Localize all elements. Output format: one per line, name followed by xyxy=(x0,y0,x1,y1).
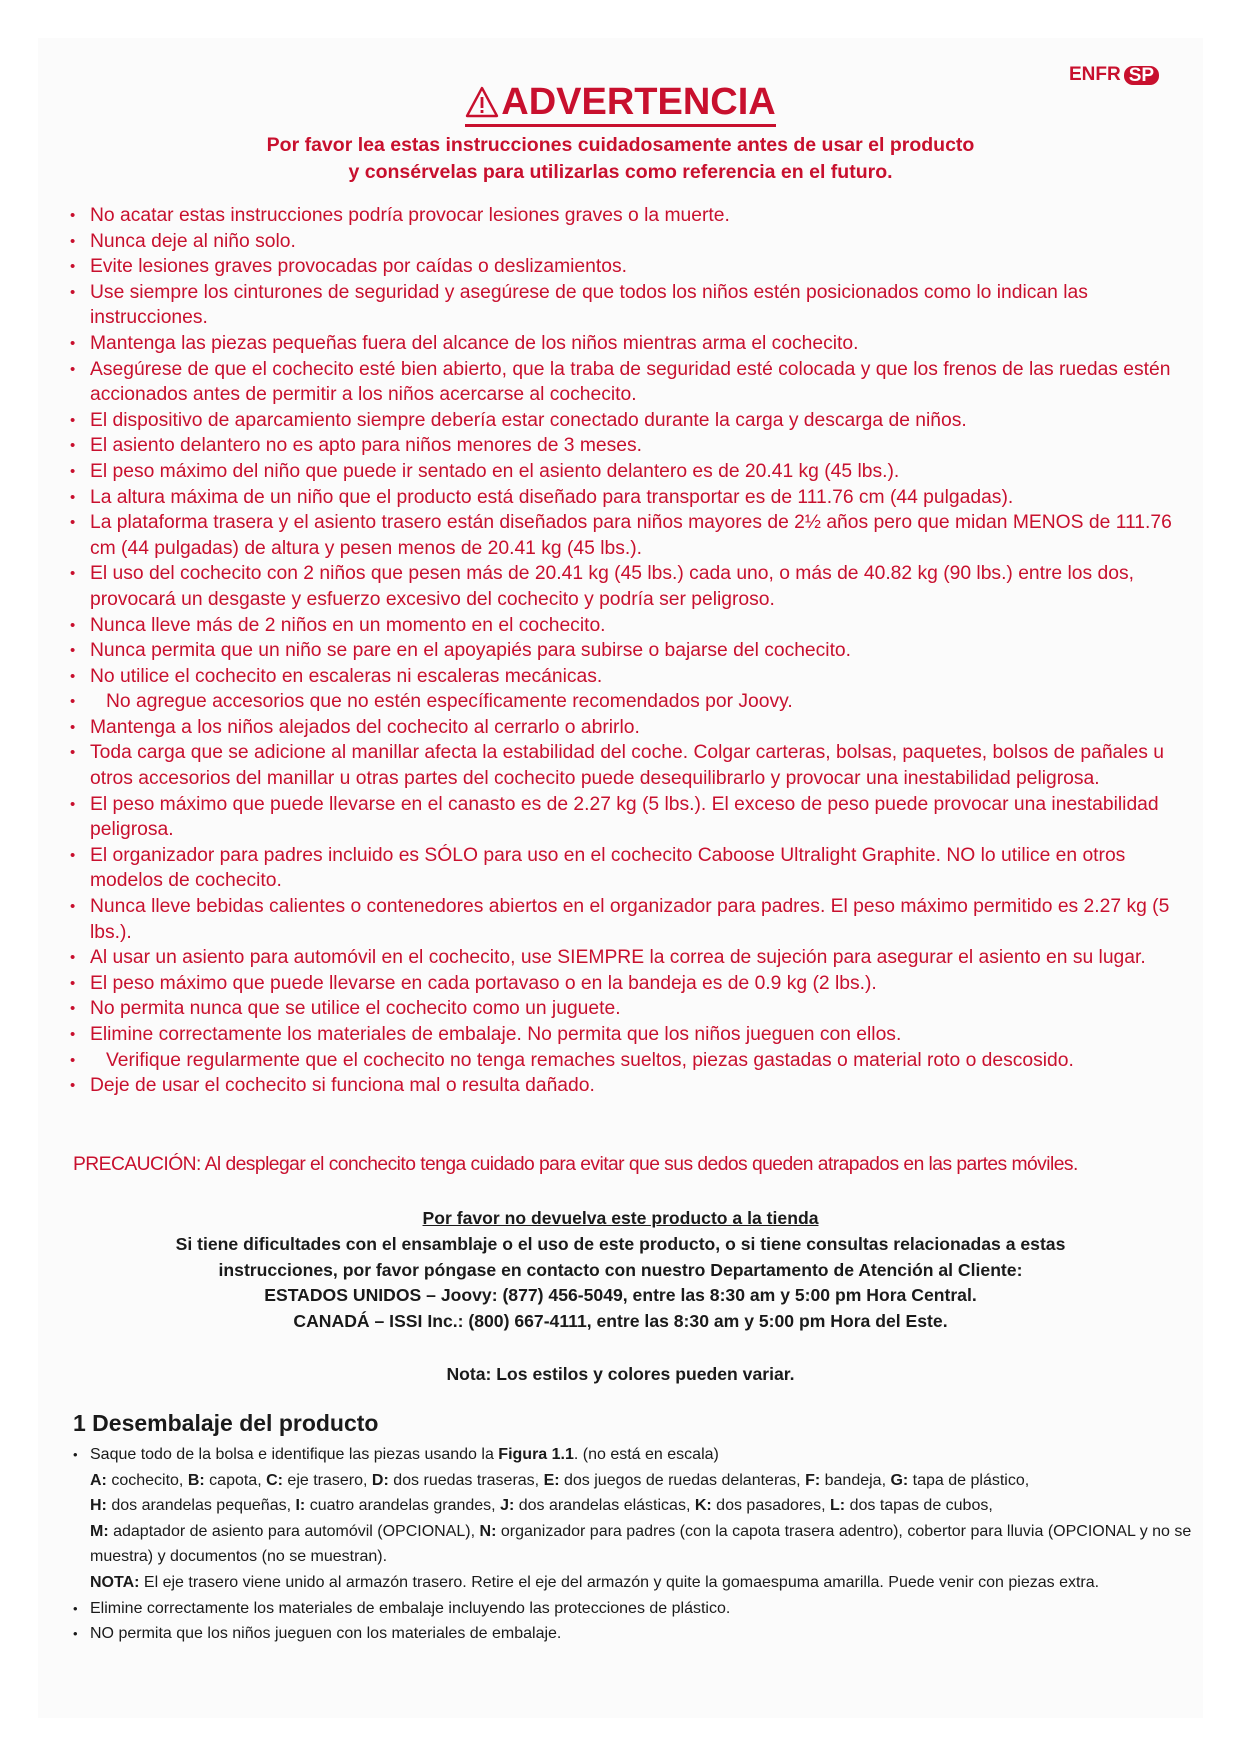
warning-item-text: El asiento delantero no es apto para niños menores de 3 meses. xyxy=(90,435,643,457)
part-desc: dos ruedas traseras, xyxy=(388,1471,544,1489)
warning-item-text: Toda carga que se adicione al manillar afecta la estabilidad del coche. Colgar carteras, bolsas, paquetes, bolsos de pañales u otros accesorios del manillar u otras partes del cochecito puede desequilibrarlo y provocar una inestabilidad peligrosa. xyxy=(90,742,1164,790)
warning-item xyxy=(68,561,1190,612)
warning-item xyxy=(68,1073,1190,1099)
bullet-icon: • xyxy=(70,258,76,276)
bullet-icon: • xyxy=(70,437,76,455)
intro-figure: Figura 1.1 xyxy=(498,1446,574,1463)
part-key: J: xyxy=(500,1497,515,1515)
bullet-icon: • xyxy=(70,232,76,250)
warnings-list xyxy=(68,203,1190,1099)
bullet-icon: • xyxy=(70,514,76,532)
warning-item-text: El peso máximo del niño que puede ir sentado en el asiento delantero es de 20.41 kg (45 lbs.). xyxy=(90,460,900,482)
contact-line3: ESTADOS UNIDOS – Joovy: (877) 456-5049, entre las 8:30 am y 5:00 pm Hora Central. xyxy=(264,1285,977,1306)
warning-item-text: Nunca permita que un niño se pare en el apoyapiés para subirse o bajarse del cochecito. xyxy=(90,640,852,662)
bullet-icon: • xyxy=(70,693,76,711)
bullet-icon: • xyxy=(70,795,76,813)
bullet-icon: • xyxy=(73,1447,78,1462)
warning-item-text: La plataforma trasera y el asiento trasero están diseñados para niños mayores de 2½ años pero que midan MENOS de 111.76 cm (44 pulgadas) de altura y pesen menos de 20.41 kg (45 lbs.). xyxy=(90,512,1172,559)
warning-item-text: No permita nunca que se utilice el cochecito como un juguete. xyxy=(90,998,621,1020)
bullet-icon: • xyxy=(70,898,76,916)
warning-title-underline xyxy=(465,81,775,127)
warning-item xyxy=(68,485,1190,511)
bullet-icon: • xyxy=(70,718,76,736)
parts-list xyxy=(73,1468,1193,1570)
warning-item xyxy=(68,613,1190,639)
warning-item-text: Mantenga las piezas pequeñas fuera del alcance de los niños mientras arma el cochecito. xyxy=(90,332,859,354)
part-desc: cochecito, xyxy=(106,1471,188,1489)
warning-item xyxy=(68,254,1190,280)
contact-line4: CANADÁ – ISSI Inc.: (800) 667-4111, entre las 8:30 am y 5:00 pm Hora del Este. xyxy=(293,1311,948,1332)
part-key: D: xyxy=(371,1471,389,1489)
warning-item xyxy=(68,689,1190,715)
part-desc: cuatro arandelas grandes, xyxy=(305,1497,501,1515)
warning-item xyxy=(68,664,1190,690)
intro-pre: Saque todo de la bolsa e identifique las piezas usando la xyxy=(90,1446,499,1463)
warning-item-text: Nunca lleve bebidas calientes o contenedores abiertos en el organizador para padres. El peso máximo permitido es 2.27 kg (5 lbs.). xyxy=(90,896,1170,943)
caution-text: PRECAUCIÓN: Al desplegar el conchecito tenga cuidado para evitar que sus dedos queden atrapados en las partes móviles. xyxy=(73,1154,1078,1175)
contact-line2: instrucciones, por favor póngase en contacto con nuestro Departamento de Atención al Cliente: xyxy=(218,1259,1023,1280)
part-desc: dos arandelas elásticas, xyxy=(514,1497,695,1515)
part-key: N: xyxy=(479,1522,497,1540)
bullet-icon: • xyxy=(70,667,76,685)
bullet-icon: • xyxy=(70,360,76,378)
warning-triangle-icon xyxy=(465,86,499,118)
warning-item xyxy=(68,843,1190,894)
warning-item xyxy=(68,229,1190,255)
part-desc: dos juegos de ruedas delanteras, xyxy=(559,1471,806,1489)
warning-item xyxy=(68,280,1190,331)
lang-fr: FR xyxy=(1095,64,1121,85)
part-desc: organizador para padres (con la capota trasera adentro), cobertor para lluvia (OPCIONAL y no se muestra) y documentos (no se muestran). xyxy=(90,1522,1192,1566)
part-key: H: xyxy=(90,1497,107,1515)
bullet-icon: • xyxy=(70,334,76,352)
part-key: K: xyxy=(694,1497,712,1515)
warning-item-text: La altura máxima de un niño que el producto está diseñado para transportar es de 111.76 cm (44 pulgadas). xyxy=(90,486,1014,508)
bullet-icon: • xyxy=(70,462,76,480)
warning-item-text: Deje de usar el cochecito si funciona mal o resulta dañado. xyxy=(90,1075,595,1097)
warning-item xyxy=(68,945,1190,971)
warning-item xyxy=(68,408,1190,434)
unpack-item-2 xyxy=(73,1621,1193,1647)
warning-item-text: El peso máximo que puede llevarse en el canasto es de 2.27 kg (5 lbs.). El exceso de peso puede provocar una inestabilidad peligrosa. xyxy=(90,793,1159,841)
unpack-list xyxy=(73,1442,1193,1647)
warning-item xyxy=(68,1022,1190,1048)
bullet-icon: • xyxy=(70,1026,76,1043)
warning-item-text: Mantenga a los niños alejados del cochecito al cerrarlo o abrirlo. xyxy=(90,716,640,738)
part-desc: eje trasero, xyxy=(282,1471,372,1489)
part-key: C: xyxy=(266,1471,283,1489)
lang-en: EN xyxy=(1069,64,1096,85)
bullet-icon: • xyxy=(70,411,76,429)
warning-subtitle-line2: y consérvelas para utilizarlas como referencia en el futuro. xyxy=(348,161,893,183)
warning-item-text: No utilice el cochecito en escaleras ni escaleras mecánicas. xyxy=(90,665,603,687)
warning-title xyxy=(0,80,1241,124)
note-text: Nota: Los estilos y colores pueden variar. xyxy=(446,1364,795,1384)
warning-item-text: Nunca lleve más de 2 niños en un momento en el cochecito. xyxy=(90,614,606,636)
part-key: M: xyxy=(90,1522,109,1540)
warning-item xyxy=(68,203,1190,229)
section-title: 1 Desembalaje del producto xyxy=(73,1410,379,1436)
part-desc: dos arandelas pequeñas, xyxy=(106,1497,296,1515)
unpack-item-text: NO permita que los niños jueguen con los materiales de embalaje. xyxy=(90,1625,562,1643)
nota-text: El eje trasero viene unido al armazón trasero. Retire el eje del armazón y quite la gomaespuma amarilla. Puede venir con piezas extra. xyxy=(139,1573,1100,1591)
warning-item xyxy=(68,715,1190,741)
bullet-icon: • xyxy=(70,744,76,762)
bullet-icon: • xyxy=(70,565,76,583)
part-key: F: xyxy=(805,1471,821,1489)
part-desc: dos tapas de cubos, xyxy=(845,1497,993,1515)
bullet-icon: • xyxy=(70,616,76,634)
warning-item-text: Use siempre los cinturones de seguridad y asegúrese de que todos los niños estén posicionados como lo indican las instrucciones. xyxy=(90,281,1088,329)
warning-item-text: Evite lesiones graves provocadas por caídas o deslizamientos. xyxy=(90,256,627,278)
warning-item-text: El peso máximo que puede llevarse en cada portavaso o en la bandeja es de 0.9 kg (2 lbs.). xyxy=(90,972,877,994)
bullet-icon: • xyxy=(70,1000,76,1018)
warning-item-text: Nunca deje al niño solo. xyxy=(90,230,296,252)
contact-block xyxy=(0,1206,1241,1335)
warning-item-text: Elimine correctamente los materiales de embalaje. No permita que los niños jueguen con ellos. xyxy=(90,1024,902,1045)
warning-item-text: No acatar estas instrucciones podría provocar lesiones graves o la muerte. xyxy=(90,205,730,226)
warning-item-text: El organizador para padres incluido es SÓLO para uso en el cochecito Caboose Ultralight Graphite. NO lo utilice en otros modelos de cochecito. xyxy=(90,844,1126,892)
part-desc: dos pasadores, xyxy=(711,1497,831,1515)
warning-subtitle xyxy=(0,132,1241,186)
warning-item xyxy=(68,459,1190,485)
part-key: L: xyxy=(830,1497,846,1515)
bullet-icon: • xyxy=(70,488,76,506)
warning-item xyxy=(68,894,1190,945)
nota-paragraph xyxy=(73,1570,1193,1596)
part-key: E: xyxy=(543,1471,560,1489)
bullet-icon: • xyxy=(73,1600,78,1616)
part-key: B: xyxy=(187,1471,205,1489)
lang-es-active: SP xyxy=(1124,66,1159,85)
part-desc: capota, xyxy=(204,1471,267,1489)
warning-item xyxy=(68,510,1190,561)
warning-item-text: El dispositivo de aparcamiento siempre debería estar conectado durante la carga y descarga de niños. xyxy=(90,409,967,431)
unpack-item-1 xyxy=(73,1596,1193,1622)
bullet-icon: • xyxy=(70,207,76,224)
bullet-icon: • xyxy=(70,642,76,660)
warning-item-text: Verifique regularmente que el cochecito no tenga remaches sueltos, piezas gastadas o material roto o descosido. xyxy=(106,1049,1074,1071)
warning-title-text: ADVERTENCIA xyxy=(501,81,776,123)
warning-item-text: El uso del cochecito con 2 niños que pesen más de 20.41 kg (45 lbs.) cada uno, o más de 40.82 kg (90 lbs.) entre los dos, provocará un desgaste y esfuerzo excesivo del cochecito y podría ser peligroso. xyxy=(90,563,1134,610)
part-key: I: xyxy=(295,1497,306,1515)
part-key: A: xyxy=(90,1471,107,1489)
warning-item xyxy=(68,996,1190,1022)
unpack-item-text: Elimine correctamente los materiales de embalaje incluyendo las protecciones de plástico. xyxy=(90,1599,731,1617)
contact-line1: Si tiene dificultades con el ensamblaje o el uso de este producto, o si tiene consultas relacionadas a estas xyxy=(175,1233,1066,1254)
bullet-icon: • xyxy=(70,1077,76,1095)
unpack-item-intro xyxy=(73,1442,1193,1468)
contact-heading: Por favor no devuelva este producto a la tienda xyxy=(422,1208,819,1228)
warning-item-text: Al usar un asiento para automóvil en el cochecito, use SIEMPRE la correa de sujeción para asegurar el asiento en su lugar. xyxy=(90,947,1146,969)
warning-item xyxy=(68,971,1190,997)
warning-item xyxy=(68,638,1190,664)
part-desc: bandeja, xyxy=(820,1471,891,1489)
part-key: G: xyxy=(890,1471,909,1489)
bullet-icon: • xyxy=(70,1051,76,1069)
part-desc: tapa de plástico, xyxy=(908,1471,1030,1489)
warning-item xyxy=(68,740,1190,791)
bullet-icon: • xyxy=(70,974,76,992)
bullet-icon: • xyxy=(70,283,76,301)
warning-item xyxy=(68,433,1190,459)
bullet-icon: • xyxy=(73,1626,78,1642)
warning-item-text: No agregue accesorios que no estén específicamente recomendados por Joovy. xyxy=(106,691,793,713)
warning-item xyxy=(68,792,1190,843)
intro-post: . (no está en escala) xyxy=(573,1446,719,1463)
warning-subtitle-line1: Por favor lea estas instrucciones cuidadosamente antes de usar el producto xyxy=(266,134,975,156)
warning-item xyxy=(68,357,1190,408)
bullet-icon: • xyxy=(70,949,76,967)
warning-item xyxy=(68,331,1190,357)
bullet-icon: • xyxy=(70,846,76,864)
nota-label: NOTA: xyxy=(90,1573,140,1591)
part-desc: adaptador de asiento para automóvil (OPCIONAL), xyxy=(108,1522,480,1540)
warning-item-text: Asegúrese de que el cochecito esté bien abierto, que la traba de seguridad esté colocada y que los frenos de las ruedas estén accionados antes de permitir a los niños acercarse al cochecito. xyxy=(90,358,1171,406)
warning-item xyxy=(68,1048,1190,1074)
